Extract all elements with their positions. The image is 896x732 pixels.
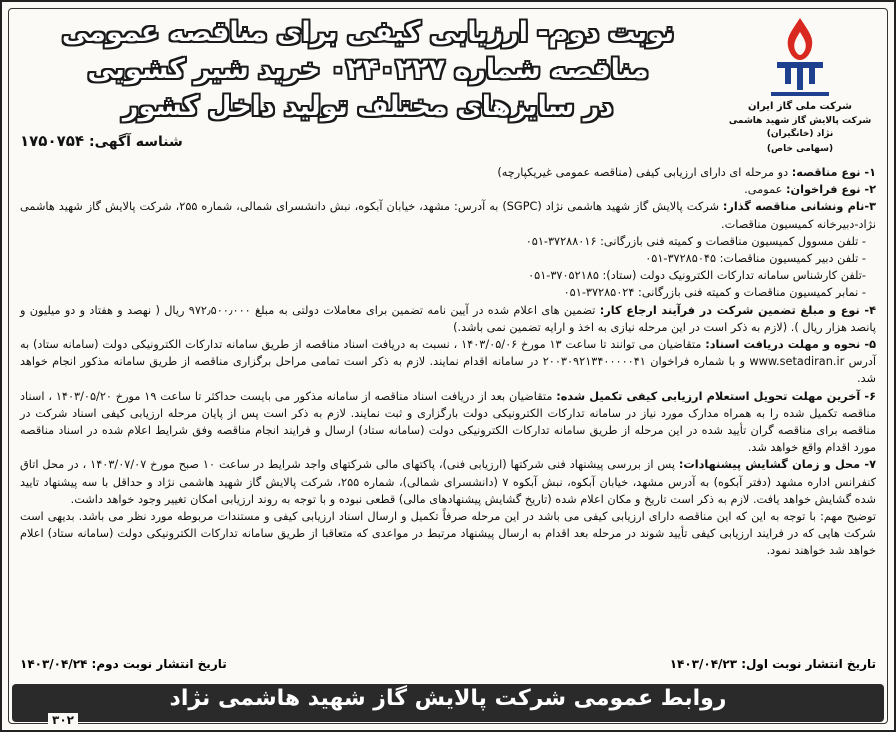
item-3 — [20, 198, 876, 232]
item-6 — [20, 388, 876, 457]
phone-line: -تلفن کارشناس سامانه تدارکات الکترونیک دولت (ستاد): ۳۷۰۵۲۱۸۵-۰۵۱ — [528, 269, 866, 283]
phone-line: - نمابر کمیسیون مناقصات و کمیته فنی بازرگانی: ۳۷۲۸۵۰۲۴-۰۵۱ — [563, 286, 866, 300]
item-7 — [20, 456, 876, 508]
nigc-flame-logo-icon — [757, 14, 843, 98]
tender-body — [20, 164, 876, 654]
phone-line: - تلفن دبیر کمیسیون مناقصات: ۳۷۲۸۵۰۴۵-۰۵۱ — [645, 252, 866, 266]
important-note: توضیح مهم: با توجه به این که این مناقصه دارای ارزیابی کیفی می باشد در این مرحله صرفاً تکمیل و ارسال اسناد ارزیابی کیفی و مستندات مربوطه مورد نظر می باشد. بدیهی است شرکت هایی که در فرایند ارزیابی کیفی تأیید شوند در مرحله بعد اقدام به ارسال پیشنهاد مرتبط در مواعدی که متعاقبا از طریق سامانه تدارکات الکترونیکی دولت (سامانه ستاد) اعلام خواهد شد خواهند نمود. — [20, 510, 876, 558]
item-4-label: ۴- نوع و مبلغ تضمین شرکت در فرآیند ارجاع کار: — [599, 303, 876, 317]
item-1-text: دو مرحله ای دارای ارزیابی کیفی (مناقصه عمومی غیریکپارچه) — [497, 166, 789, 179]
footer-public-relations: روابط عمومی شرکت پالایش گاز شهید هاشمی نژاد — [169, 686, 727, 711]
phone-line: - تلفن مسوول کمیسیون مناقصات و کمیته فنی بازرگانی: ۳۷۲۸۸۰۱۶-۰۵۱ — [525, 234, 866, 248]
company-name-refinery: شرکت پالایش گاز شهید هاشمی نژاد (خانگیران) — [728, 116, 872, 139]
item-2 — [20, 181, 876, 198]
item-2-label: ۲- نوع فراخوان: — [785, 183, 876, 197]
company-type: (سهامی خاص) — [766, 144, 834, 154]
item-1 — [20, 164, 876, 181]
item-5 — [20, 336, 876, 388]
company-name-nigc: شرکت ملی گاز ایران — [748, 101, 852, 112]
title-block — [16, 14, 720, 125]
title-line-1: نوبت دوم- ارزیابی کیفی برای مناقصه عمومی — [61, 17, 675, 48]
item-6-label: ۶- آخرین مهلت تحویل استعلام ارزیابی کیفی تکمیل شده: — [556, 389, 876, 403]
ad-id-label: شناسه آگهی: — [88, 134, 183, 150]
item-3-label: ۳-نام ونشانی مناقصه گذار: — [722, 200, 877, 214]
item-6-text: متقاضیان بعد از دریافت اسناد مناقصه از سامانه مذکور می بایست حداکثر تا ساعت ۱۹ مورخ ۱۴۰۳/۰۵/۲۰ ، اسناد مناقصه تکمیل شده را به همراه مدارک مورد نیاز در سامانه تدارکات الکترونیکی دولت بارگزاری و ثبت نمایند. لازم به ذکر است پس از پایان مرحله ارزیابی کیفی اسناد شرکت در مناقصه برای مناقصه گران تأیید شده در این مرحله از طریق سامانه تدارکات الکترونیکی دولت (سامانه ستاد) ارسال و فرایند انجام مناقصه وفق شرایط اعلام شده در اسناد مناقصه مورد اقدام واقع خواهد شد. — [20, 389, 876, 455]
page-number: ۳۰۲ — [48, 713, 78, 727]
company-logo-block — [720, 14, 880, 164]
item-4 — [20, 302, 876, 336]
title-line-2: مناقصه شماره ۰۲۴۰۲۲۷ خرید شیر کشویی — [87, 54, 649, 85]
first-publication-date: تاریخ انتشار نوبت اول: ۱۴۰۳/۰۴/۲۳ — [669, 657, 876, 671]
title-line-3: در سایزهای مختلف تولید داخل کشور — [122, 91, 614, 122]
item-1-label: ۱- نوع مناقصه: — [791, 166, 876, 179]
second-publication-date: تاریخ انتشار نوبت دوم: ۱۴۰۳/۰۴/۲۴ — [20, 657, 227, 671]
item-7-text: پس از بررسی پیشنهاد فنی شرکتها (ارزیابی فنی)، پاکتهای مالی شرکتهای واجد شرایط در ساعت ۱۰ صبح مورخ ۱۴۰۳/۰۷/۰۷ ، در محل اتاق کنفرانس اداره مشهد (دفتر آبکوه) به آدرس مشهد، خیابان آبکوه، نبش آبکوه ۷ (دانشسرای شمالی)، شماره ۲۵۵، شرکت پالایش گاز شهید هاشمی نژاد و حداقل با سه پیشنهاد تایید شده گشایش خواهد یافت. لازم به ذکر است تاریخ و مکان اعلام شده (تاریخ گشایش پیشنهادهای مالی) قطعی نبوده و با توجه به روند ارزیابی امکان تغییر وجود خواهد داشت. — [20, 458, 876, 506]
item-2-text: عمومی. — [744, 183, 783, 197]
header — [16, 14, 880, 164]
publication-dates — [20, 657, 876, 679]
ad-id — [20, 132, 183, 150]
item-4-text: تضمین های اعلام شده در آیین نامه تضمین برای معاملات دولتی به مبلغ ۹۷۲٫۵۰۰٫۰۰۰ ریال ( نهصد و هفتاد و دو میلیون و پانصد هزار ریال ). (لازم به ذکر است در این مرحله نیازی به اخذ و ارایه تضمین نمی باشد.) — [20, 303, 876, 334]
item-5-label: ۵- نحوه و مهلت دریافت اسناد: — [705, 338, 876, 352]
item-7-label: ۷- محل و زمان گشایش پیشنهادات: — [678, 458, 877, 472]
ad-id-value: ۱۷۵۰۷۵۴ — [20, 132, 85, 150]
item-5-text: متقاضیان می توانند تا ساعت ۱۳ مورخ ۱۴۰۳/۰۵/۰۶ ، نسبت به دریافت اسناد مناقصه از طریق سامانه تدارکات الکترونیکی دولت (سامانه ستاد) به آدرس www.setadiran.ir و با شماره فراخوان ۲۰۰۳۰۹۲۱۳۴۰۰۰۰۰۴۱ در سامانه اقدام نمایند. لازم به ذکر است تمامی مراحل برگزاری مناقصه از طریق سامانه مذکور انجام خواهد شد. — [20, 338, 876, 386]
item-3-text: شرکت پالایش گاز شهید هاشمی نژاد (SGPC) به آدرس: مشهد، خیابان آبکوه، نبش دانشسرای شمالی، شماره ۲۵۵، شرکت پالایش گاز شهید هاشمی نژاد-دبیرخانه کمیسیون مناقصات. — [20, 200, 876, 231]
